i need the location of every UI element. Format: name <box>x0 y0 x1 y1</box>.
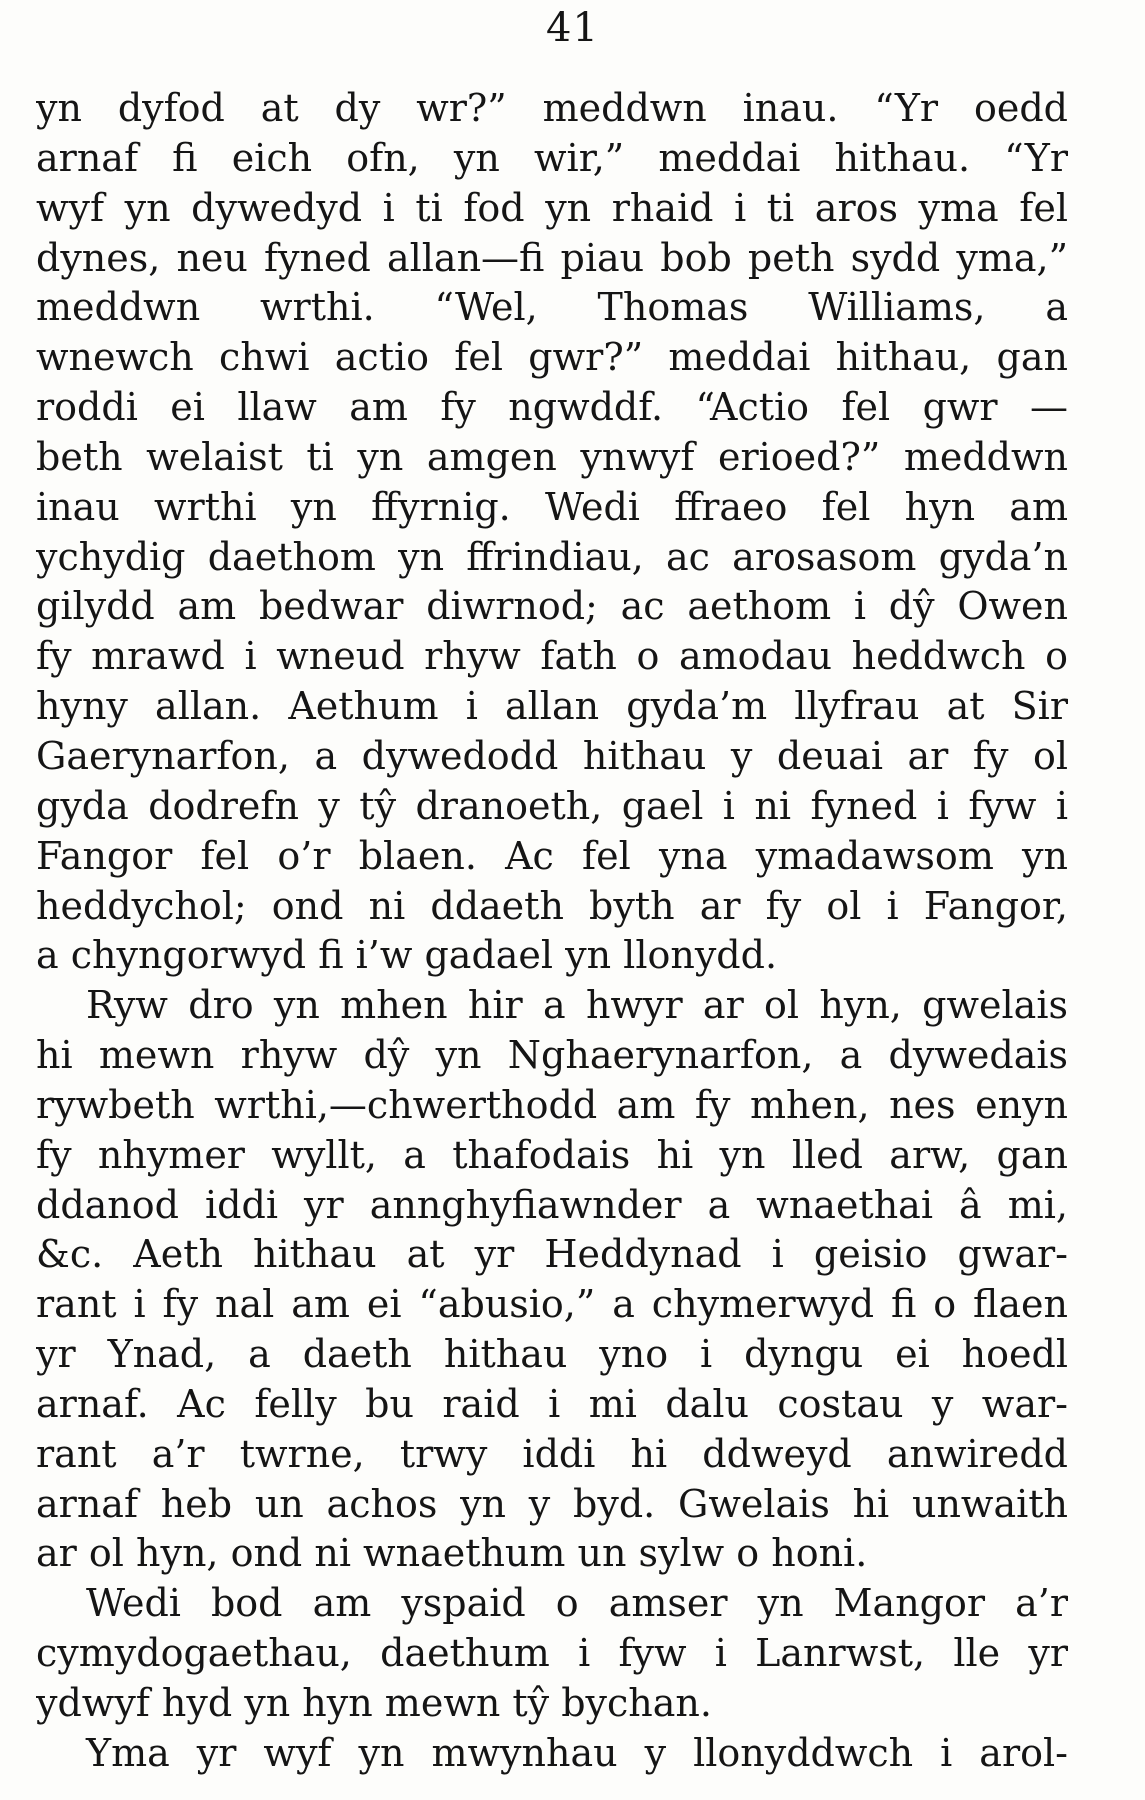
text-line: wyf yn dywedyd i ti fod yn rhaid i ti aros yma fel <box>36 185 1068 230</box>
text-line: wnewch chwi actio fel gwr?” meddai hithau, gan <box>36 335 1068 380</box>
page-number: 41 <box>546 5 599 51</box>
text-line: rant a’r twrne, trwy iddi hi ddweyd anwiredd <box>36 1431 1068 1476</box>
text-line: Fangor fel o’r blaen. Ac fel yna ymadawsom yn <box>36 833 1068 878</box>
text-line: ychydig daethom yn ffrindiau, ac arosasom gyda’n <box>36 534 1068 579</box>
text-line: arnaf. Ac felly bu raid i mi dalu costau y war- <box>36 1381 1068 1426</box>
text-line: hi mewn rhyw dŷ yn Nghaerynarfon, a dywedais <box>36 1033 1068 1078</box>
text-line: Gaerynarfon, a dywedodd hithau y deuai ar fy ol <box>36 733 1068 778</box>
text-line: &c. Aeth hithau at yr Heddynad i geisio gwar- <box>36 1232 1068 1277</box>
text-line: gilydd am bedwar diwrnod; ac aethom i dŷ Owen <box>36 584 1068 629</box>
text-line: arnaf fi eich ofn, yn wir,” meddai hithau. “Yr <box>36 135 1068 180</box>
text-line: roddi ei llaw am fy ngwddf. “Actio fel gwr — <box>36 385 1068 430</box>
text-line: ddanod iddi yr annghyfiawnder a wnaethai â mi, <box>36 1182 1068 1227</box>
text-line: beth welaist ti yn amgen ynwyf erioed?” meddwn <box>36 434 1068 479</box>
text-line: ydwyf hyd yn hyn mewn tŷ bychan. <box>36 1681 712 1725</box>
text-line: hyny allan. Aethum i allan gyda’m llyfrau at Sir <box>36 684 1068 729</box>
text-line: Yma yr wyf yn mwynhau y llonyddwch i arol- <box>86 1730 1068 1775</box>
text-line: arnaf heb un achos yn y byd. Gwelais hi unwaith <box>36 1481 1068 1526</box>
text-line: ar ol hyn, ond ni wnaethum un sylw o honi. <box>36 1531 868 1576</box>
text-line: inau wrthi yn ffyrnig. Wedi ffraeo fel hyn am <box>36 484 1068 529</box>
text-line: heddychol; ond ni ddaeth byth ar fy ol i Fangor, <box>36 883 1068 928</box>
text-line: yn dyfod at dy wr?” meddwn inau. “Yr oedd <box>36 86 1068 130</box>
text-line: rywbeth wrthi,—chwerthodd am fy mhen, nes enyn <box>36 1082 1068 1127</box>
text-line: a chyngorwyd fi i’w gadael yn llonydd. <box>36 933 778 978</box>
text-line: Wedi bod am yspaid o amser yn Mangor a’r <box>86 1581 1068 1626</box>
text-line: cymydogaethau, daethum i fyw i Lanrwst, lle yr <box>36 1631 1068 1676</box>
text-line: meddwn wrthi. “Wel, Thomas Williams, a <box>36 285 1068 330</box>
text-line: fy nhymer wyllt, a thafodais hi yn lled arw, gan <box>36 1132 1068 1177</box>
text-line: rant i fy nal am ei “abusio,” a chymerwyd fi o flaen <box>36 1282 1068 1327</box>
text-line: yr Ynad, a daeth hithau yno i dyngu ei hoedl <box>36 1332 1068 1377</box>
body-text <box>36 84 1068 1779</box>
text-line: fy mrawd i wneud rhyw fath o amodau heddwch o <box>36 634 1068 679</box>
text-line: dynes, neu fyned allan—fi piau bob peth sydd yma,” <box>36 235 1068 280</box>
text-line: gyda dodrefn y tŷ dranoeth, gael i ni fyned i fyw i <box>36 783 1068 828</box>
text-line: Ryw dro yn mhen hir a hwyr ar ol hyn, gwelais <box>86 983 1068 1028</box>
